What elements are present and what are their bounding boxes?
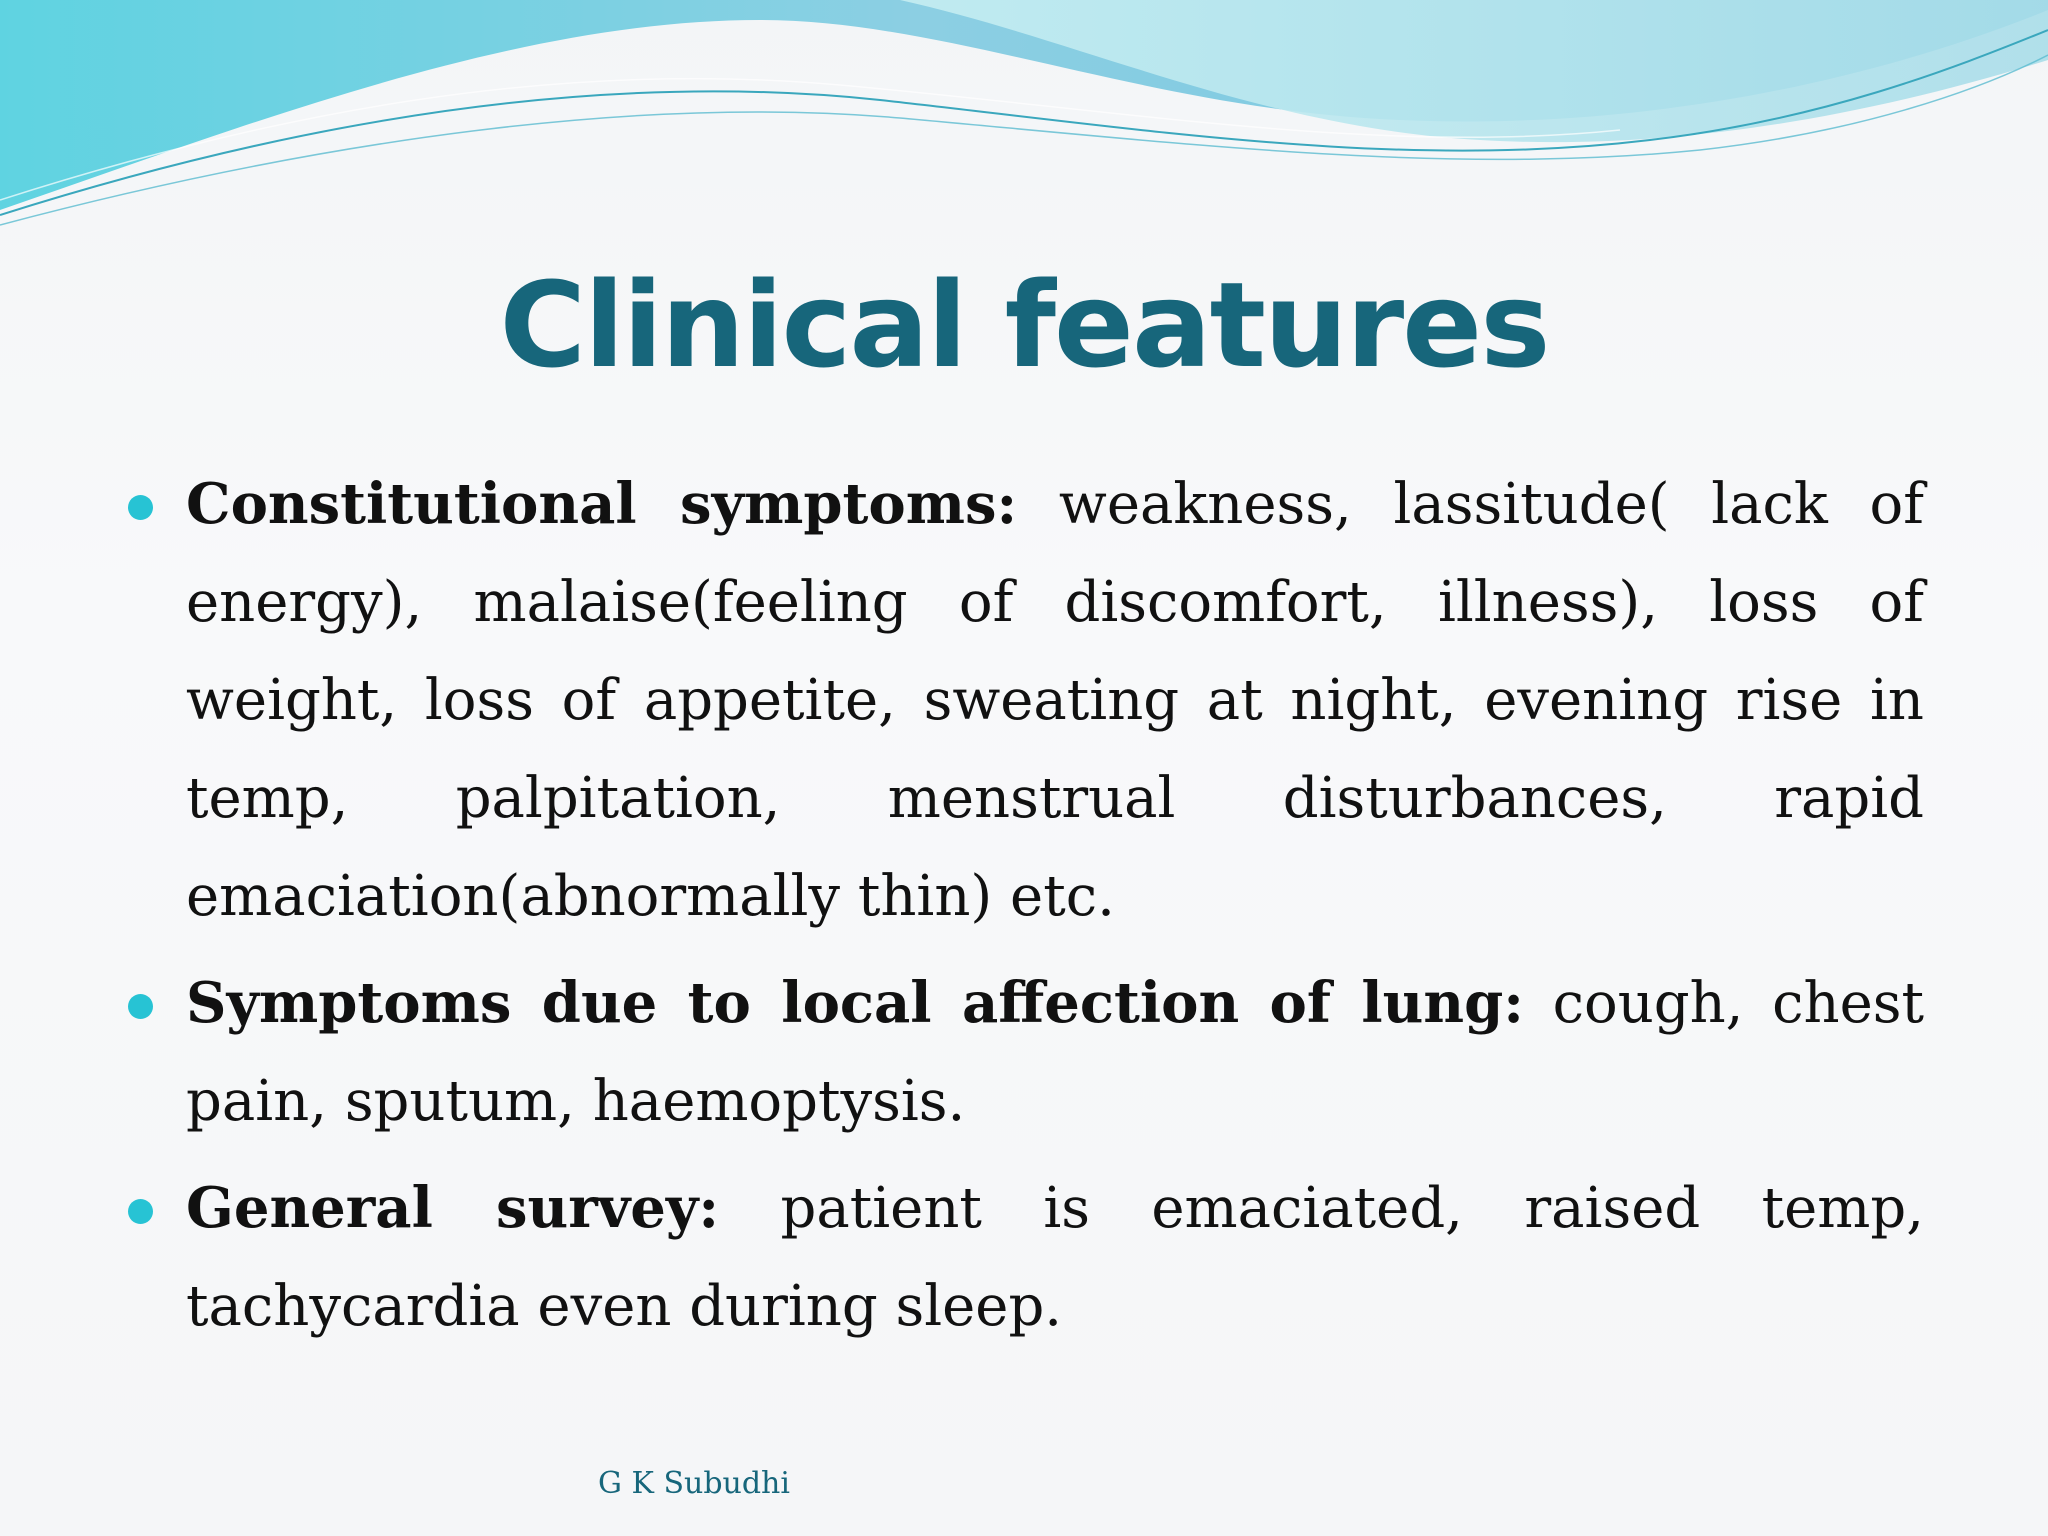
item-text: patient is emaciated, raised temp, tachycardia even during sleep. — [186, 1176, 1925, 1339]
header-wave-decoration — [0, 0, 2048, 240]
slide-title: Clinical features — [499, 256, 1549, 394]
bullet-list — [186, 455, 1924, 1356]
item-text: cough, chest pain, sputum, haemoptysis. — [186, 971, 1924, 1134]
bullet-icon — [128, 495, 153, 520]
list-item — [186, 954, 1924, 1151]
list-item — [186, 455, 1924, 946]
footer-author: G K Subudhi — [598, 1466, 790, 1501]
bullet-icon — [128, 1199, 153, 1224]
item-text: weakness, lassitude( lack of energy), malaise(feeling of discomfort, illness), loss of weight, loss of appetite, sweating at night, evening rise in temp, palpitation, menstrual disturbances, rapid emaciation(abnormally thin) etc. — [186, 472, 1924, 929]
item-heading: General survey: — [186, 1175, 720, 1241]
bullet-icon — [128, 994, 153, 1019]
list-item — [186, 1159, 1924, 1356]
item-heading: Constitutional symptoms: — [186, 471, 1018, 537]
item-heading: Symptoms due to local affection of lung: — [186, 970, 1524, 1036]
